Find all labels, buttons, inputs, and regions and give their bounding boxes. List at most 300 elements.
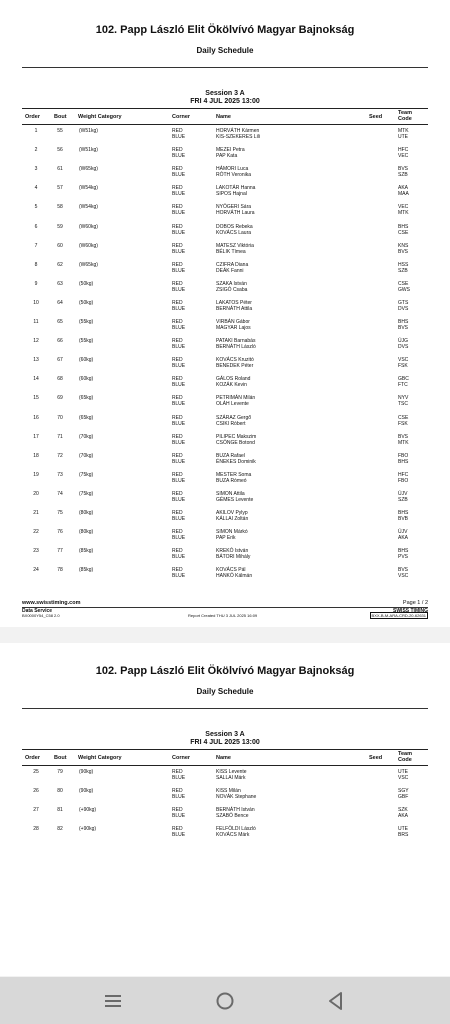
back-icon[interactable]: [316, 985, 356, 1017]
weight-category-cell: (90kg): [79, 769, 94, 775]
bout-cell: 65: [57, 319, 63, 325]
bout-cell: 70: [57, 414, 63, 421]
red-team-code: UTE: [398, 769, 408, 775]
blue-corner-label: BLUE: [172, 382, 186, 389]
blue-boxer-name: CSÖNGE Botond: [216, 439, 255, 446]
red-team-code: CSE: [398, 280, 409, 287]
red-boxer-name: MEZEI Petra: [216, 147, 245, 154]
bout-cell: 55: [57, 128, 63, 134]
red-corner-label: RED: [172, 185, 183, 192]
footer-data-service: Data Service: [22, 608, 53, 614]
blue-boxer-name: BUZA Rómeó: [216, 477, 247, 484]
order-cell: 4: [34, 185, 38, 192]
blue-corner-label: BLUE: [172, 134, 186, 140]
blue-boxer-name: SALLAI Márk: [216, 775, 246, 781]
red-corner-label: RED: [172, 357, 183, 364]
bout-cell: 68: [57, 376, 63, 383]
blue-team-code: BVS: [398, 325, 409, 331]
bout-cell: 62: [57, 261, 63, 268]
blue-team-code: FSK: [398, 420, 408, 427]
red-boxer-name: PILIPEC Makszim: [216, 433, 257, 440]
bout-cell: 82: [57, 826, 63, 833]
bout-cell: 81: [57, 807, 63, 814]
red-team-code: SGY: [398, 788, 409, 795]
red-corner-label: RED: [172, 490, 183, 497]
red-team-code: ÚJV: [398, 490, 408, 497]
bout-cell: 75: [57, 510, 63, 516]
table-row: [22, 470, 428, 489]
red-team-code: VEC: [398, 204, 409, 211]
bout-cell: 61: [57, 166, 63, 173]
weight-category-cell: (70kg): [79, 452, 94, 459]
blue-team-code: BVS: [398, 248, 409, 255]
red-boxer-name: AKILOV Pylyp: [216, 510, 248, 516]
blue-team-code: AKA: [398, 535, 409, 542]
red-boxer-name: MATESZ Viktória: [216, 242, 254, 249]
blue-corner-label: BLUE: [172, 305, 186, 312]
bout-cell: 57: [57, 185, 63, 192]
table-row: [22, 145, 428, 164]
order-cell: 17: [33, 433, 39, 440]
blue-boxer-name: HANKÓ Kálmán: [216, 573, 253, 580]
bout-cell: 74: [57, 490, 63, 497]
blue-team-code: FSK: [398, 363, 408, 370]
bout-cell: 58: [57, 204, 63, 211]
blue-team-code: DVS: [398, 344, 409, 351]
blue-boxer-name: KOVÁCS Márk: [216, 832, 250, 839]
header-bout: Bout: [54, 114, 67, 120]
weight-category-cell: (85kg): [79, 548, 94, 555]
blue-boxer-name: DEÁK Fanni: [216, 267, 244, 274]
red-boxer-name: KREKÓ István: [216, 548, 249, 555]
order-cell: 25: [33, 769, 39, 775]
red-boxer-name: SZAKA István: [216, 280, 247, 287]
red-boxer-name: KISS Levente: [216, 769, 247, 775]
red-corner-label: RED: [172, 788, 183, 795]
blue-boxer-name: KIS-SZEKERES Lili: [216, 134, 260, 140]
order-cell: 19: [33, 471, 39, 478]
blue-boxer-name: PAP Erik: [216, 535, 236, 542]
footer-code-right: BXX-B-M-ARA-CRD-20-62631: [371, 613, 426, 618]
weight-category-cell: (W54kg): [79, 185, 98, 192]
session-date: FRI 4 JUL 2025 13:00: [190, 98, 260, 105]
red-corner-label: RED: [172, 319, 183, 325]
weight-category-cell: (60kg): [79, 357, 94, 364]
blue-boxer-name: OLÁH Levente: [216, 401, 249, 408]
blue-boxer-name: BENEDEK Péter: [216, 363, 254, 370]
red-team-code: FBO: [398, 452, 409, 459]
recent-apps-icon[interactable]: [93, 985, 133, 1017]
blue-corner-label: BLUE: [172, 439, 186, 446]
red-team-code: BHS: [398, 548, 409, 555]
red-team-code: GTS: [398, 299, 409, 306]
red-boxer-name: HÁMORI Luca: [216, 166, 249, 173]
table-row: [22, 279, 428, 298]
order-cell: 28: [33, 826, 39, 833]
red-boxer-name: SIMON Márkó: [216, 529, 248, 536]
blue-team-code: SZB: [398, 172, 408, 179]
footer-brand: SWISS TIMING: [393, 608, 428, 614]
header-order: Order: [25, 755, 40, 761]
bout-cell: 78: [57, 567, 63, 574]
blue-boxer-name: BÁTORI Mihály: [216, 554, 251, 561]
red-boxer-name: PETRIMÁN Milán: [216, 395, 256, 402]
table-row: [22, 824, 428, 843]
blue-team-code: SZB: [398, 267, 408, 274]
document-title: 102. Papp László Elit Ökölvívó Magyar Bajnokság: [95, 665, 355, 677]
blue-corner-label: BLUE: [172, 496, 186, 503]
table-row: [22, 317, 428, 336]
table-row: [22, 527, 428, 546]
header-corner: Corner: [172, 114, 191, 120]
bout-cell: 69: [57, 395, 63, 402]
table-row: [22, 126, 428, 145]
red-corner-label: RED: [172, 204, 183, 211]
header-seed: Seed: [369, 114, 383, 120]
weight-category-cell: (75kg): [79, 490, 94, 497]
header-weight: Weight Category: [78, 755, 122, 761]
blue-boxer-name: KÁLLAI Zoltán: [216, 516, 249, 522]
document-subtitle: Daily Schedule: [196, 46, 254, 55]
red-corner-label: RED: [172, 510, 183, 516]
weight-category-cell: (85kg): [79, 567, 94, 574]
red-corner-label: RED: [172, 548, 183, 555]
table-row: [22, 202, 428, 221]
order-cell: 3: [34, 166, 38, 173]
table-row: [22, 355, 428, 374]
weight-category-cell: (90kg): [79, 788, 94, 795]
blue-boxer-name: BERNÁTH László: [216, 344, 256, 351]
bout-cell: 63: [57, 280, 63, 287]
bout-cell: 76: [57, 529, 63, 536]
red-boxer-name: NYÖGERI Sára: [216, 204, 252, 211]
table-row: [22, 432, 428, 451]
blue-team-code: GWS: [398, 286, 410, 293]
red-team-code: GBC: [398, 376, 409, 383]
order-cell: 10: [33, 299, 39, 306]
order-cell: 11: [33, 319, 39, 325]
red-team-code: MTK: [398, 128, 409, 134]
table-row: [22, 489, 428, 508]
blue-team-code: AKA: [398, 813, 409, 820]
blue-corner-label: BLUE: [172, 458, 186, 465]
bout-cell: 59: [57, 223, 63, 230]
table-row: [22, 805, 428, 824]
blue-boxer-name: HORVÁTH Laura: [216, 210, 255, 217]
red-boxer-name: KOVÁCS Pál: [216, 567, 246, 574]
order-cell: 9: [34, 280, 38, 287]
header-team: Team Code: [398, 110, 412, 122]
table-row: [22, 298, 428, 317]
blue-boxer-name: KOZÁK Kevin: [216, 382, 247, 389]
blue-corner-label: BLUE: [172, 535, 186, 542]
red-boxer-name: FELFÖLDI László: [216, 826, 256, 833]
blue-team-code: CSE: [398, 229, 409, 236]
schedule-page-2: [0, 643, 450, 976]
footer-page-number: Page 1 / 2: [402, 600, 428, 606]
blue-corner-label: BLUE: [172, 325, 186, 331]
red-corner-label: RED: [172, 471, 183, 478]
red-boxer-name: BUZA Rafael: [216, 452, 245, 459]
bout-cell: 66: [57, 338, 63, 345]
order-cell: 15: [33, 395, 39, 402]
session-label: Session 3 A: [205, 90, 245, 97]
table-row: [22, 374, 428, 393]
order-cell: 21: [33, 510, 39, 516]
blue-boxer-name: GÉMES Levente: [216, 496, 254, 503]
red-team-code: BVS: [398, 567, 409, 574]
weight-category-cell: (W65kg): [79, 261, 98, 268]
red-boxer-name: LAKOTÁR Hanna: [216, 185, 256, 192]
order-cell: 23: [33, 548, 39, 555]
header-name: Name: [216, 114, 231, 120]
red-team-code: KNS: [398, 242, 409, 249]
blue-corner-label: BLUE: [172, 363, 186, 370]
blue-boxer-name: BERNÁTH Attila: [216, 305, 253, 312]
blue-team-code: MAA: [398, 191, 409, 198]
blue-boxer-name: NOVÁK Stephane: [216, 794, 257, 801]
red-corner-label: RED: [172, 376, 183, 383]
blue-corner-label: BLUE: [172, 267, 186, 274]
red-corner-label: RED: [172, 299, 183, 306]
weight-category-cell: (W51kg): [79, 128, 98, 134]
blue-corner-label: BLUE: [172, 516, 186, 522]
red-boxer-name: MESTER Soma: [216, 471, 252, 478]
red-corner-label: RED: [172, 223, 183, 230]
red-corner-label: RED: [172, 166, 183, 173]
footer-website: www.swisstiming.com: [22, 600, 81, 606]
red-corner-label: RED: [172, 433, 183, 440]
blue-corner-label: BLUE: [172, 775, 186, 781]
red-team-code: HSS: [398, 261, 409, 268]
blue-boxer-name: KOVÁCS Laura: [216, 229, 252, 236]
red-corner-label: RED: [172, 826, 183, 833]
blue-team-code: DVS: [398, 305, 409, 312]
blue-boxer-name: ÉNEKES Dominik: [216, 458, 256, 465]
footer-report-created: Report Created THU 3 JUL 2025 16:09: [188, 613, 258, 618]
red-corner-label: RED: [172, 567, 183, 574]
blue-corner-label: BLUE: [172, 248, 186, 255]
bout-cell: 71: [57, 433, 63, 440]
order-cell: 24: [33, 567, 39, 574]
blue-team-code: MTK: [398, 210, 409, 217]
red-team-code: BHS: [398, 223, 409, 230]
header-divider: [22, 67, 428, 68]
table-header: [22, 108, 428, 125]
blue-team-code: VSC: [398, 573, 409, 580]
bout-cell: 79: [57, 769, 63, 775]
blue-boxer-name: RÓTH Veronika: [216, 172, 252, 179]
table-row: [22, 565, 428, 584]
red-corner-label: RED: [172, 242, 183, 249]
red-corner-label: RED: [172, 147, 183, 154]
blue-boxer-name: MAGYAR Lajos: [216, 325, 251, 331]
red-boxer-name: KISS Milán: [216, 788, 241, 795]
red-boxer-name: KOVÁCS Kruzitó: [216, 357, 254, 364]
bout-cell: 56: [57, 147, 63, 154]
order-cell: 14: [33, 376, 39, 383]
weight-category-cell: (70kg): [79, 433, 94, 440]
blue-team-code: BRS: [398, 832, 409, 839]
blue-team-code: UTE: [398, 134, 408, 140]
blue-corner-label: BLUE: [172, 832, 186, 839]
red-team-code: ÚJG: [398, 338, 408, 345]
blue-corner-label: BLUE: [172, 813, 186, 820]
table-row: [22, 451, 428, 470]
order-cell: 18: [33, 452, 39, 459]
weight-category-cell: (W60kg): [79, 223, 98, 230]
order-cell: 13: [33, 357, 39, 364]
header-name: Name: [216, 755, 231, 761]
weight-category-cell: (65kg): [79, 414, 94, 421]
blue-team-code: FTC: [398, 382, 408, 389]
header-bout: Bout: [54, 755, 67, 761]
table-row: [22, 241, 428, 260]
blue-corner-label: BLUE: [172, 172, 186, 179]
blue-corner-label: BLUE: [172, 401, 186, 408]
red-corner-label: RED: [172, 807, 183, 814]
weight-category-cell: (65kg): [79, 395, 94, 402]
blue-boxer-name: ZSIGÓ Csaba: [216, 286, 248, 293]
blue-boxer-name: SIPOS Hajnal: [216, 191, 247, 198]
blue-corner-label: BLUE: [172, 153, 186, 160]
header-divider: [22, 708, 428, 709]
red-team-code: CSE: [398, 414, 409, 421]
header-team: Team Code: [398, 751, 412, 763]
order-cell: 7: [34, 242, 38, 249]
table-row: [22, 222, 428, 241]
bout-cell: 73: [57, 471, 63, 478]
blue-corner-label: BLUE: [172, 229, 186, 236]
bout-cell: 64: [57, 299, 63, 306]
navigation-bar: [0, 977, 450, 1024]
red-corner-label: RED: [172, 529, 183, 536]
red-corner-label: RED: [172, 128, 183, 134]
bout-cell: 60: [57, 242, 63, 249]
weight-category-cell: (W65kg): [79, 166, 98, 173]
header-order: Order: [25, 114, 40, 120]
red-boxer-name: SZÁRAZ Gergő: [216, 414, 252, 421]
red-boxer-name: VIRBÁN Gábor: [216, 319, 250, 325]
session-date: FRI 4 JUL 2025 13:00: [190, 739, 260, 746]
red-boxer-name: CZIFRA Diana: [216, 261, 249, 268]
session-label: Session 3 A: [205, 731, 245, 738]
blue-corner-label: BLUE: [172, 344, 186, 351]
blue-corner-label: BLUE: [172, 573, 186, 580]
red-boxer-name: GÁLOS Roland: [216, 376, 251, 383]
header-seed: Seed: [369, 755, 383, 761]
document-subtitle: Daily Schedule: [196, 687, 254, 696]
order-cell: 27: [33, 807, 39, 814]
blue-team-code: MTK: [398, 439, 409, 446]
bout-cell: 72: [57, 452, 63, 459]
weight-category-cell: (W54kg): [79, 204, 98, 211]
order-cell: 22: [33, 529, 39, 536]
red-team-code: HFC: [398, 147, 409, 154]
red-corner-label: RED: [172, 338, 183, 345]
blue-team-code: VSC: [398, 775, 409, 781]
table-row: [22, 183, 428, 202]
blue-team-code: GBF: [398, 794, 409, 801]
blue-team-code: VEC: [398, 153, 409, 160]
red-team-code: BHS: [398, 319, 409, 325]
red-boxer-name: LAKATOS Péter: [216, 299, 252, 306]
red-boxer-name: BERNÁTH István: [216, 807, 255, 814]
red-corner-label: RED: [172, 414, 183, 421]
table-row: [22, 767, 428, 786]
red-boxer-name: HORVÁTH Kármen: [216, 128, 260, 134]
blue-team-code: SZB: [398, 496, 408, 503]
weight-category-cell: (50kg): [79, 280, 94, 287]
red-boxer-name: DOBOS Rebeka: [216, 223, 253, 230]
table-row: [22, 786, 428, 805]
footer-divider: [22, 607, 428, 608]
table-row: [22, 260, 428, 279]
table-row: [22, 413, 428, 432]
blue-corner-label: BLUE: [172, 286, 186, 293]
blue-team-code: BVB: [398, 516, 409, 522]
order-cell: 12: [33, 338, 39, 345]
red-team-code: VSC: [398, 357, 409, 364]
blue-corner-label: BLUE: [172, 191, 186, 198]
table-row: [22, 393, 428, 412]
weight-category-cell: (55kg): [79, 319, 94, 325]
red-team-code: UTE: [398, 826, 408, 833]
table-row: [22, 508, 428, 527]
red-team-code: SZK: [398, 807, 408, 814]
order-cell: 1: [34, 128, 38, 134]
table-row: [22, 336, 428, 355]
red-corner-label: RED: [172, 769, 183, 775]
order-cell: 5: [34, 204, 38, 211]
red-team-code: BHS: [398, 510, 409, 516]
red-corner-label: RED: [172, 261, 183, 268]
blue-team-code: BHS: [398, 458, 409, 465]
bout-cell: 77: [57, 548, 63, 555]
weight-category-cell: (+90kg): [79, 807, 97, 814]
blue-corner-label: BLUE: [172, 210, 186, 217]
blue-boxer-name: BÉLIK Tímea: [216, 248, 246, 255]
red-corner-label: RED: [172, 280, 183, 287]
red-team-code: AKA: [398, 185, 409, 192]
blue-corner-label: BLUE: [172, 554, 186, 561]
weight-category-cell: (+90kg): [79, 826, 97, 833]
weight-category-cell: (80kg): [79, 529, 94, 536]
table-row: [22, 546, 428, 565]
blue-team-code: FBO: [398, 477, 409, 484]
blue-boxer-name: CSIKI Róbert: [216, 420, 246, 427]
blue-corner-label: BLUE: [172, 794, 186, 801]
blue-boxer-name: SZABÓ Bence: [216, 813, 249, 820]
weight-category-cell: (50kg): [79, 299, 94, 306]
red-boxer-name: PATAKI Barnabás: [216, 338, 256, 345]
table-row: [22, 164, 428, 183]
weight-category-cell: (80kg): [79, 510, 94, 516]
order-cell: 26: [33, 788, 39, 795]
weight-category-cell: (75kg): [79, 471, 94, 478]
footer-code-left: BX0000Y54_C58 2.0: [22, 613, 60, 618]
order-cell: 2: [34, 147, 38, 154]
blue-corner-label: BLUE: [172, 477, 186, 484]
weight-category-cell: (60kg): [79, 376, 94, 383]
home-icon[interactable]: [205, 985, 245, 1017]
red-boxer-name: SIMON Attila: [216, 490, 245, 497]
red-corner-label: RED: [172, 452, 183, 459]
document-title: 102. Papp László Elit Ökölvívó Magyar Bajnokság: [95, 24, 355, 36]
blue-corner-label: BLUE: [172, 420, 186, 427]
table-header: [22, 749, 428, 766]
red-team-code: NYV: [398, 395, 409, 402]
